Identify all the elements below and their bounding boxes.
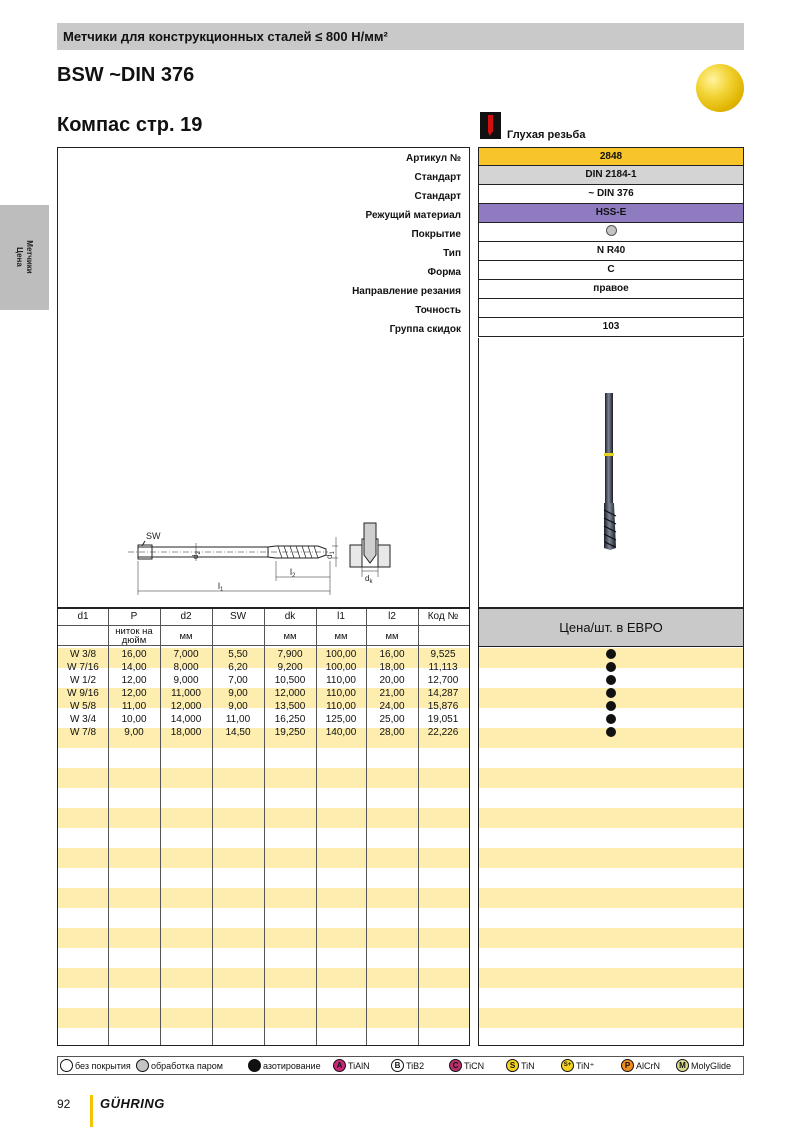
attr-label-direction: Направление резания [352,286,461,297]
label-l1: $l_1$ [218,581,224,593]
coating-symbol-icon: M [676,1059,689,1072]
attr-label-type: Тип [443,248,461,259]
unit-header: мм [334,631,348,642]
legend-label: AlCrN [636,1061,660,1071]
table-cell: 125,00 [325,714,357,725]
coating-symbol-icon: P [621,1059,634,1072]
attribute-labels [352,149,461,339]
table-cell: W 7/16 [67,662,99,673]
column-header: d2 [180,611,192,622]
attr-label-material: Режущий материал [365,210,461,221]
row-band [479,968,743,988]
label-sw: SW [146,531,161,541]
legend-item [333,1059,370,1073]
availability-dot-icon[interactable] [606,675,616,685]
row-band [479,808,743,828]
table-cell: W 3/4 [69,714,97,725]
availability-dot-icon[interactable] [606,649,616,659]
table-cell: W 3/8 [69,649,97,660]
table-cell: 12,700 [427,675,459,686]
table-cell: 13,500 [274,701,306,712]
table-cell: 10,500 [274,675,306,686]
footer-accent [90,1095,93,1127]
attr-value-type: N R40 [478,242,744,261]
attr-label-article: Артикул № [406,153,461,164]
coating-symbol-icon [60,1059,73,1072]
table-cell: 100,00 [325,662,357,673]
attr-label-standard-2: Стандарт [414,191,461,202]
attr-value-direction: правое [478,280,744,299]
price-column [478,646,744,1046]
table-cell: 12,000 [170,701,202,712]
legend-label: MolyGlide [691,1061,732,1071]
table-cell: 12,00 [121,675,147,686]
legend-item [248,1059,321,1073]
attr-value-material: HSS-E [478,204,744,223]
legend-item [621,1059,660,1073]
table-cell: 9,000 [173,675,199,686]
availability-dot-icon[interactable] [606,714,616,724]
coating-symbol-icon: S+ [561,1059,574,1072]
tap-product-image [479,338,745,608]
page-title: BSW ~DIN 376 [57,64,195,86]
attr-label-standard-1: Стандарт [414,172,461,183]
legend-label: TiAlN [348,1061,370,1071]
table-cell: W 1/2 [69,675,97,686]
column-header: SW [229,611,247,622]
product-image-panel [478,338,744,608]
table-cell: 7,900 [277,649,303,660]
row-band [479,848,743,868]
attr-value-tolerance [478,299,744,318]
table-cell: 110,00 [326,688,356,699]
unit-header: мм [283,631,297,642]
legend-label: TiN⁺ [576,1061,595,1071]
table-cell: 14,00 [121,662,147,673]
table-cell: 100,00 [325,649,357,660]
label-l2: $l_2$ [290,567,296,579]
attr-label-form: Форма [427,267,461,278]
label-dk: $d_k$ [365,574,373,585]
legend-label: азотирование [263,1061,321,1071]
table-cell: 11,00 [225,714,251,725]
attr-label-discount: Группа скидок [389,324,461,335]
attr-value-coating [478,223,744,242]
table-cell: 6,20 [228,662,248,673]
table-cell: 14,50 [225,727,251,738]
table-cell: 18,00 [379,662,405,673]
dimensions-table [57,608,470,1046]
legend-item [676,1059,731,1073]
table-cell: 9,525 [430,649,456,660]
table-cell: 14,287 [427,688,459,699]
legend-label: TiB2 [406,1061,425,1071]
side-tab[interactable] [0,205,49,310]
table-cell: 18,000 [170,727,202,738]
column-header: Код № [427,611,459,622]
table-cell: 22,226 [427,727,459,738]
row-band [479,1008,743,1028]
legend-item [136,1059,223,1073]
label-d1: $d_1$ [325,551,336,559]
table-cell: 110,00 [326,675,356,686]
coating-symbol-icon [248,1059,261,1072]
table-cell: 24,00 [379,701,405,712]
table-cell: 8,000 [173,662,199,673]
coating-symbol-icon: C [449,1059,462,1072]
legend-label: TiN [521,1061,535,1071]
legend-item [506,1059,535,1073]
page-number: 92 [57,1097,71,1111]
coating-legend [57,1056,744,1075]
table-cell: W 5/8 [69,701,97,712]
table-cell: 7,00 [228,675,248,686]
coating-symbol-icon: B [391,1059,404,1072]
label-d2: $d_2$ [191,551,202,559]
table-cell: 11,113 [428,662,458,673]
brand-logo: GÜHRING [100,1096,165,1111]
table-cell: 21,00 [379,688,405,699]
table-cell: 15,876 [427,701,459,712]
table-cell: 16,00 [379,649,405,660]
row-band [479,768,743,788]
table-cell: 16,250 [274,714,306,725]
table-cell: 11,00 [121,701,147,712]
table-cell: 9,00 [228,701,248,712]
attr-label-coating: Покрытие [411,229,461,240]
legend-item [391,1059,424,1073]
availability-dot-icon[interactable] [606,701,616,711]
table-cell: 9,200 [277,662,303,673]
column-header: l2 [388,611,396,622]
table-cell: 25,00 [379,714,405,725]
availability-dot-icon[interactable] [606,662,616,672]
table-cell: 9,00 [124,727,144,738]
unit-header: ниток на дюйм [115,626,153,646]
table-cell: 14,000 [170,714,202,725]
column-header: l1 [337,611,345,622]
table-cell: 9,00 [228,688,248,699]
attr-value-article: 2848 [478,147,744,166]
legend-item [449,1059,484,1073]
category-bar [57,23,744,50]
thread-type-label: Глухая резьба [507,129,586,141]
attr-value-discount: 103 [478,318,744,337]
legend-item [60,1059,131,1073]
attr-label-tolerance: Точность [415,305,461,316]
attr-value-standard-2: ~ DIN 376 [478,185,744,204]
table-cell: 10,00 [121,714,147,725]
legend-label: без покрытия [75,1061,131,1071]
table-cell: 28,00 [379,727,405,738]
table-cell: 11,000 [171,688,201,699]
attr-value-standard-1: DIN 2184-1 [478,166,744,185]
coating-symbol-icon [136,1059,149,1072]
column-header: d1 [77,611,89,622]
row-band [479,928,743,948]
unit-header: мм [179,631,193,642]
column-header: P [130,611,138,622]
table-cell: 140,00 [325,727,357,738]
table-cell: 16,00 [121,649,147,660]
coating-symbol-icon: S [506,1059,519,1072]
table-cell: 19,250 [274,727,306,738]
attr-value-form: C [478,261,744,280]
blind-thread-icon [480,112,501,139]
table-cell: 19,051 [427,714,459,725]
row-band [479,888,743,908]
side-tab-line-1: Метчики [25,240,34,274]
attribute-values [478,147,744,337]
table-cell: 20,00 [379,675,405,686]
legend-label: TiCN [464,1061,485,1071]
price-header: Цена/шт. в ЕВРО [478,608,744,646]
steam-treated-icon [606,225,617,236]
legend-label: обработка паром [151,1061,223,1071]
availability-dot-icon[interactable] [606,688,616,698]
side-tab-line-2: Цена [15,247,24,267]
page-subtitle: Компас стр. 19 [57,114,203,136]
tap-dimension-drawing [118,515,398,600]
table-cell: W 7/8 [69,727,97,738]
table-cell: W 9/16 [67,688,99,699]
unit-header: мм [385,631,399,642]
coating-ball-icon [696,64,744,112]
table-cell: 5,50 [228,649,248,660]
column-header: dk [284,611,296,622]
table-cell: 7,000 [173,649,199,660]
category-title: Метчики для конструкционных сталей ≤ 800 Н/мм² [63,29,388,44]
table-cell: 110,00 [326,701,356,712]
legend-item [561,1059,594,1073]
table-cell: 12,00 [121,688,147,699]
availability-dot-icon[interactable] [606,727,616,737]
table-cell: 12,000 [274,688,306,699]
coating-symbol-icon: A [333,1059,346,1072]
